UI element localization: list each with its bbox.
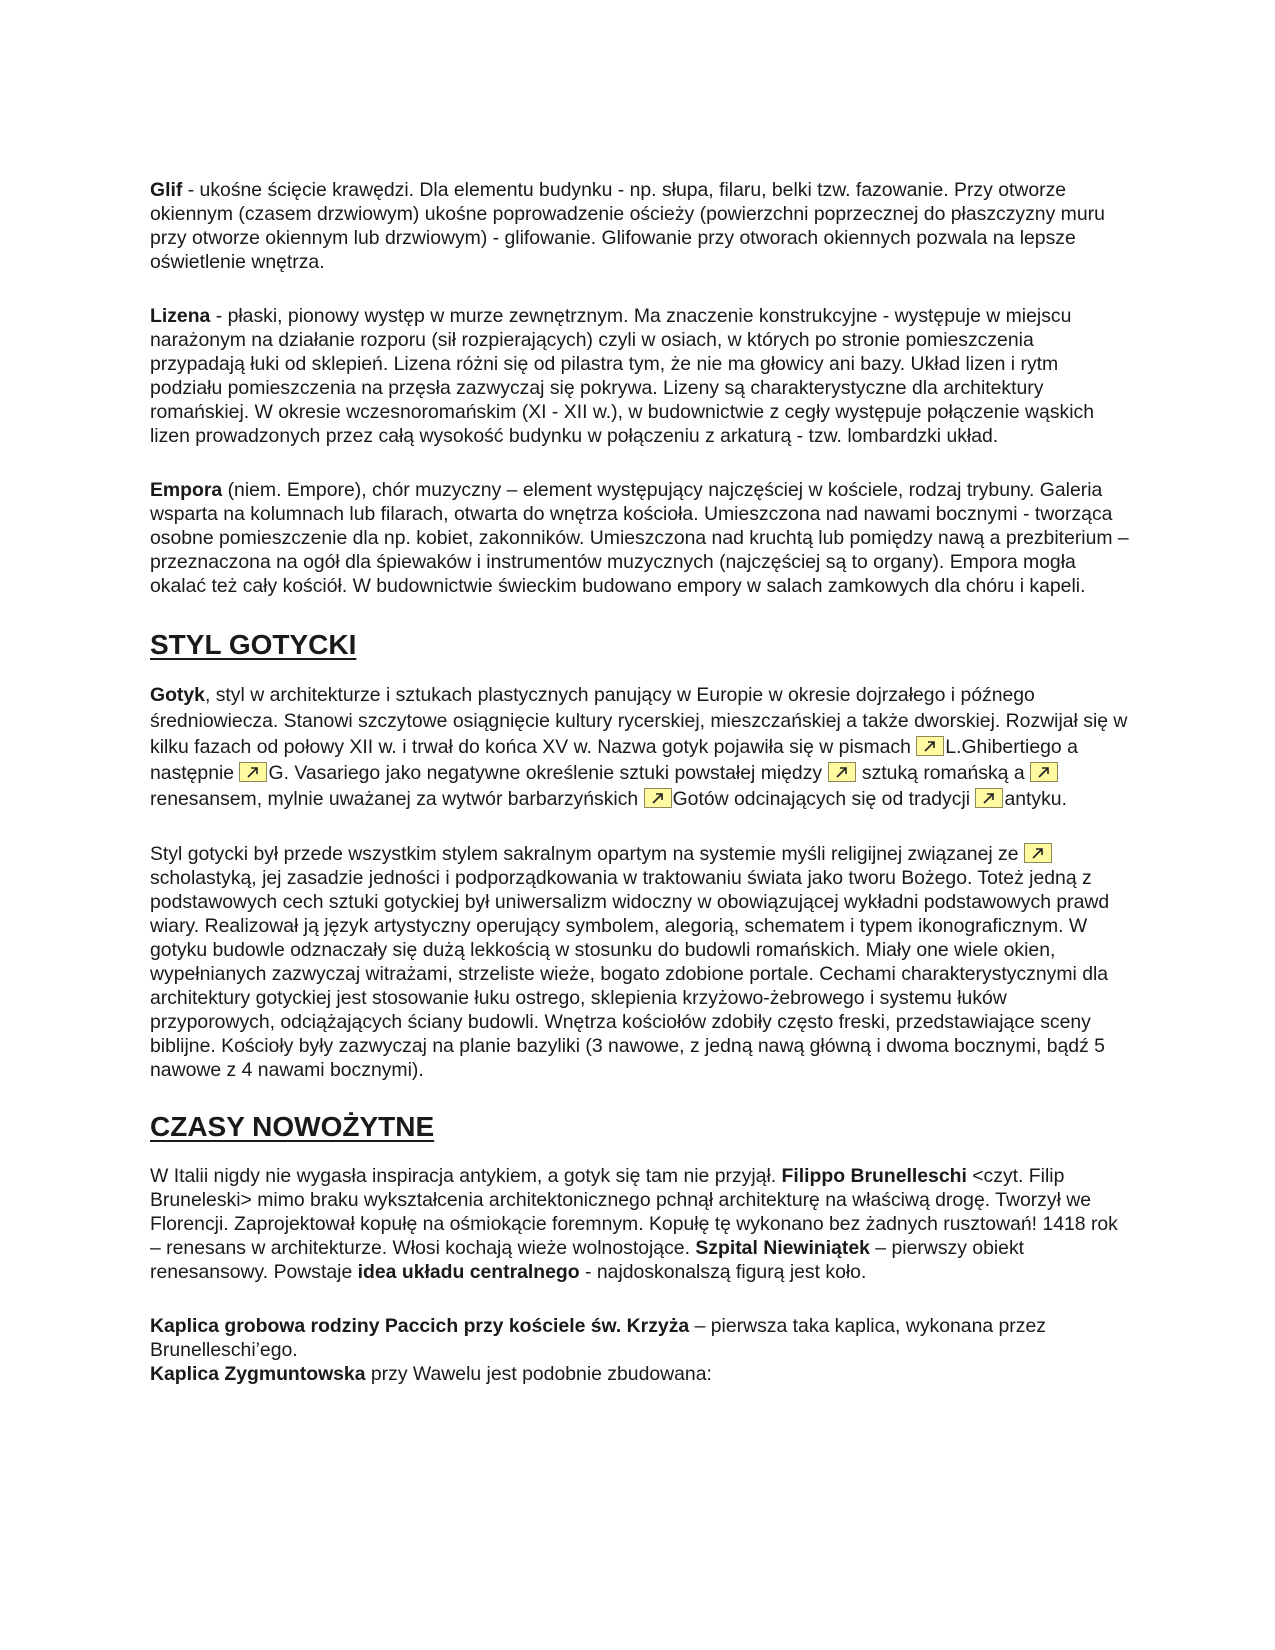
term-lizena: Lizena bbox=[150, 305, 211, 327]
name-szpital-niewiniatek: Szpital Niewiniątek bbox=[695, 1237, 870, 1259]
italia-text-2: <czyt. Filip Bruneleski> mimo braku wykształcenia architektonicznego pchnął architekturę na właściwą drogę. Tworzył we Florencji. Zaprojektował kopułę na ośmiokącie foremnym. Kopułę tę wykonano bez żadnych rusztowań! 1418 rok – renesans w architekturze. Włosi kochają wieże wolnostojące. bbox=[150, 1165, 1118, 1259]
link-vasari[interactable]: G. Vasariego jako negatywne określenie sztuki powstałej między bbox=[268, 762, 828, 784]
encyclopedia-link-icon[interactable] bbox=[239, 762, 267, 782]
link-sztuka-romanska[interactable]: sztuką romańską a bbox=[861, 762, 1031, 784]
heading-styl-gotycki: STYL GOTYCKI bbox=[150, 629, 357, 660]
italia-text-3: – pierwszy obiekt renesansowy. Powstaje bbox=[150, 1237, 1025, 1283]
encyclopedia-link-icon[interactable] bbox=[644, 788, 672, 808]
link-ghiberti[interactable]: L.Ghibertiego a następnie bbox=[150, 736, 1078, 784]
heading-czasy-nowozytne: CZASY NOWOŻYTNE bbox=[150, 1111, 435, 1142]
name-brunelleschi: Filippo Brunelleschi bbox=[781, 1165, 967, 1187]
encyclopedia-link-icon[interactable] bbox=[1030, 762, 1058, 782]
link-scholastyka[interactable]: scholastyką, jej zasadzie jedności i podporządkowania w traktowaniu świata jako tworu Bożego. Toteż jedną z podstawowych cech sztuki gotyckiej był uniwersalizm widoczny w obowiązującej wykładni podstawowych prawd wiary. Realizował ją język artystyczny operujący symbolem, alegorią, schematem i typem ikonograficznym. W gotyku budowle odznaczały się dużą lekkością w stosunku do budowli romańskich. Miały one wiele okien, wypełnianych zazwyczaj witrażami, strzeliste wieże, bogato zdobione portale. Cechami charakterystycznymi dla architektury gotyckiej jest stosowanie łuku ostrego, sklepienia krzyżowo-żebrowego i systemu łuków przyporowych, odciążających ściany budowli. Wnętrza kościołów zdobiły często freski, przedstawiające sceny biblijne. Kościoły były zazwyczaj na planie bazyliki (3 nawowe, z jedną nawą główną i dwoma bocznymi, bądź 5 nawowe z 4 nawami bocznymi). bbox=[150, 867, 1110, 1081]
link-antyk[interactable]: antyku. bbox=[1004, 788, 1067, 810]
idea-ukladu-centralnego: idea układu centralnego bbox=[357, 1261, 580, 1283]
link-renesans[interactable]: renesansem, mylnie uważanej za wytwór barbarzyńskich bbox=[150, 788, 644, 810]
term-empora: Empora bbox=[150, 479, 223, 501]
gotyk-text-1: , styl w architekturze i sztukach plastycznych panujący w Europie w okresie dojrzałego i późnego średniowiecza. Stanowi szczytowe osiągnięcie kultury rycerskiej, mieszczańskiej a także dworskiej. Rozwijał się w kilku fazach od połowy XII w. i trwał do końca XV w. Nazwa gotyk pojawiła się w pismach bbox=[150, 684, 1128, 758]
encyclopedia-link-icon[interactable] bbox=[916, 736, 944, 756]
styl-text-1: Styl gotycki był przede wszystkim stylem sakralnym opartym na systemie myśli religijnej związanej ze bbox=[150, 843, 1024, 865]
encyclopedia-link-icon[interactable] bbox=[828, 762, 856, 782]
paragraph-kaplica-zygmuntowska bbox=[150, 1362, 1130, 1386]
paragraph-styl-gotycki bbox=[150, 842, 1130, 1082]
name-kaplica-paccich: Kaplica grobowa rodziny Paccich przy kościele św. Krzyża bbox=[150, 1315, 690, 1337]
glif-definition: - ukośne ścięcie krawędzi. Dla elementu budynku - np. słupa, filaru, belki tzw. fazowanie. Przy otworze okiennym (czasem drzwiowym) ukośne poprowadzenie ościeży (powierzchni poprzecznej do płaszczyzny muru przy otworze okiennym lub drzwiowym) - glifowanie. Glifowanie przy otworach okiennych pozwala na lepsze oświetlenie wnętrza. bbox=[150, 179, 1105, 273]
italia-text-4: - najdoskonalszą figurą jest koło. bbox=[579, 1261, 867, 1283]
paragraph-glif bbox=[150, 178, 1130, 274]
empora-definition: (niem. Empore), chór muzyczny – element występujący najczęściej w kościele, rodzaj trybuny. Galeria wsparta na kolumnach lub filarach, otwarta do wnętrza kościoła. Umieszczona nad nawami bocznymi - tworząca osobne pomieszczenie dla np. kobiet, zakonników. Umieszczona nad kruchtą lub pomiędzy nawą a prezbiterium – przeznaczona na ogół dla śpiewaków i instrumentów muzycznych (najczęściej są to organy). Empora mogła okalać też cały kościół. W budownictwie świeckim budowano empory w salach zamkowych dla chóru i kapeli. bbox=[150, 479, 1129, 597]
paragraph-lizena bbox=[150, 304, 1130, 448]
encyclopedia-link-icon[interactable] bbox=[975, 788, 1003, 808]
kaplica-text-2: przy Wawelu jest podobnie zbudowana: bbox=[365, 1363, 712, 1385]
paragraph-gotyk bbox=[150, 682, 1130, 812]
kaplica-text-1: – pierwsza taka kaplica, wykonana przez Brunelleschi’ego. bbox=[150, 1315, 1046, 1361]
encyclopedia-link-icon[interactable] bbox=[1024, 843, 1052, 863]
paragraph-italia bbox=[150, 1164, 1130, 1284]
term-gotyk: Gotyk bbox=[150, 684, 205, 706]
paragraph-kaplica-pazzich bbox=[150, 1314, 1130, 1362]
document-page bbox=[150, 178, 1130, 1386]
name-kaplica-zygmuntowska: Kaplica Zygmuntowska bbox=[150, 1363, 366, 1385]
italia-text-1: W Italii nigdy nie wygasła inspiracja antykiem, a gotyk się tam nie przyjął. bbox=[150, 1165, 782, 1187]
term-glif: Glif bbox=[150, 179, 183, 201]
lizena-definition: - płaski, pionowy występ w murze zewnętrznym. Ma znaczenie konstrukcyjne - występuje w miejscu narażonym na działanie rozporu (sił rozpierających) czyli w osiach, w których po stronie pomieszczenia przypadają łuki od sklepień. Lizena różni się od pilastra tym, że nie ma głowicy ani bazy. Układ lizen i rytm podziału pomieszczenia na przęsła zazwyczaj się pokrywa. Lizeny są charakterystyczne dla architektury romańskiej. W okresie wczesnoromańskim (XI - XII w.), w budownictwie z cegły występuje połączenie wąskich lizen prowadzonych przez całą wysokość budynku w połączeniu z arkaturą - tzw. lombardzki układ. bbox=[150, 305, 1095, 447]
link-goci[interactable]: Gotów odcinających się od tradycji bbox=[672, 788, 976, 810]
paragraph-empora bbox=[150, 478, 1130, 598]
